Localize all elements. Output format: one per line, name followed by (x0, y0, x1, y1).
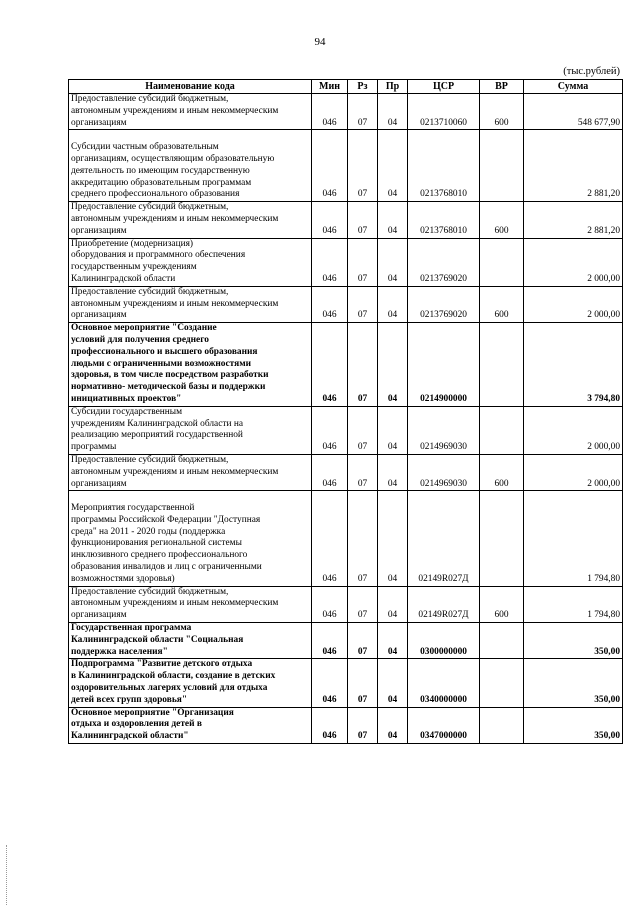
table-row (69, 286, 623, 322)
cell-vr (480, 707, 524, 743)
cell-sum: 1 794,80 (524, 491, 623, 586)
cell-name (69, 130, 312, 202)
table-row (69, 491, 623, 586)
cell-csr: 0213769020 (408, 238, 480, 286)
cell-name (69, 202, 312, 238)
header-sum: Сумма (524, 80, 623, 94)
cell-pr: 04 (378, 94, 408, 130)
cell-pr: 04 (378, 406, 408, 454)
cell-min: 046 (312, 623, 348, 659)
cell-csr: 02149R027Д (408, 491, 480, 586)
cell-pr: 04 (378, 454, 408, 490)
header-vr: ВР (480, 80, 524, 94)
cell-rz: 07 (348, 586, 378, 622)
table-row (69, 238, 623, 286)
cell-pr: 04 (378, 238, 408, 286)
cell-min: 046 (312, 454, 348, 490)
table-row (69, 659, 623, 707)
cell-rz: 07 (348, 659, 378, 707)
cell-min: 046 (312, 491, 348, 586)
cell-rz: 07 (348, 130, 378, 202)
header-name: Наименование кода (69, 80, 312, 94)
cell-vr (480, 491, 524, 586)
row-name-text: Мероприятия государственной программы Российской Федерации "Доступная среда" на 2011 - 2020 годы (поддержка функционирования региональной системы инклюзивного среднего профессионального образования инвалидов и лиц с ограниченными возможностями здоровья) (71, 503, 262, 584)
cell-name (69, 286, 312, 322)
cell-name (69, 491, 312, 586)
cell-pr: 04 (378, 323, 408, 407)
cell-min: 046 (312, 202, 348, 238)
cell-min: 046 (312, 659, 348, 707)
cell-pr: 04 (378, 659, 408, 707)
cell-csr: 0213768010 (408, 130, 480, 202)
cell-csr: 0347000000 (408, 707, 480, 743)
table-row (69, 586, 623, 622)
cell-sum: 1 794,80 (524, 586, 623, 622)
cell-min: 046 (312, 130, 348, 202)
cell-name (69, 707, 312, 743)
cell-csr: 0213769020 (408, 286, 480, 322)
row-name-text: Предоставление субсидий бюджетным, автономным учреждениям и иным некоммерческим организациям (71, 202, 279, 236)
header-min: Мин (312, 80, 348, 94)
row-name-text: Предоставление субсидий бюджетным, автономным учреждениям и иным некоммерческим организациям (71, 94, 279, 128)
cell-sum: 350,00 (524, 707, 623, 743)
cell-vr: 600 (480, 454, 524, 490)
row-name-text: Государственная программа Калининградской области "Социальная поддержка населения" (71, 623, 244, 657)
table-row (69, 130, 623, 202)
cell-pr: 04 (378, 707, 408, 743)
cell-name (69, 94, 312, 130)
budget-table (68, 79, 623, 744)
cell-min: 046 (312, 94, 348, 130)
cell-vr (480, 659, 524, 707)
cell-sum: 2 000,00 (524, 238, 623, 286)
cell-sum: 2 000,00 (524, 454, 623, 490)
cell-csr: 0214969030 (408, 406, 480, 454)
cell-name (69, 323, 312, 407)
margin-marks (6, 845, 9, 905)
cell-name (69, 586, 312, 622)
cell-rz: 07 (348, 94, 378, 130)
row-name-text: Приобретение (модернизация) оборудования и программного обеспечения государственным учреждениям Калининградской области (71, 238, 246, 284)
cell-name (69, 659, 312, 707)
cell-sum: 2 000,00 (524, 286, 623, 322)
cell-min: 046 (312, 286, 348, 322)
cell-sum: 548 677,90 (524, 94, 623, 130)
cell-vr: 600 (480, 586, 524, 622)
table-body (69, 94, 623, 744)
cell-min: 046 (312, 238, 348, 286)
table-row (69, 707, 623, 743)
cell-pr: 04 (378, 586, 408, 622)
cell-vr (480, 323, 524, 407)
row-name-text: Предоставление субсидий бюджетным, автономным учреждениям и иным некоммерческим организациям (71, 286, 279, 321)
cell-name (69, 238, 312, 286)
cell-sum: 350,00 (524, 623, 623, 659)
row-name-text: Предоставление субсидий бюджетным, автономным учреждениям и иным некоммерческим организациям (71, 586, 279, 621)
cell-rz: 07 (348, 623, 378, 659)
row-name-text: Субсидии государственным учреждениям Калининградской области на реализацию мероприятий государственной программы (71, 406, 244, 453)
cell-min: 046 (312, 586, 348, 622)
cell-min: 046 (312, 707, 348, 743)
table-row (69, 323, 623, 407)
cell-rz: 07 (348, 454, 378, 490)
cell-csr: 0214900000 (408, 323, 480, 407)
cell-pr: 04 (378, 623, 408, 659)
table-row (69, 94, 623, 130)
cell-vr: 600 (480, 286, 524, 322)
cell-sum: 2 000,00 (524, 406, 623, 454)
header-rz: Рз (348, 80, 378, 94)
cell-vr: 600 (480, 94, 524, 130)
table-row (69, 454, 623, 490)
cell-csr: 0300000000 (408, 623, 480, 659)
header-csr: ЦСР (408, 80, 480, 94)
row-name-text: Субсидии частным образовательным организациям, осуществляющим образовательную деятельность по имеющим государственную аккредитацию образовательным программам среднего профессионального образования (71, 142, 275, 200)
cell-vr (480, 238, 524, 286)
cell-rz: 07 (348, 406, 378, 454)
cell-csr: 0213710060 (408, 94, 480, 130)
cell-pr: 04 (378, 491, 408, 586)
cell-rz: 07 (348, 202, 378, 238)
row-name-text: Основное мероприятие "Создание условий для получения среднего профессионального и высшего образования людьми с ограниченными возможностями здоровья, в том числе посредством разработки нормативно- методической базы и поддержки инициативных проектов" (71, 323, 269, 404)
cell-sum: 2 881,20 (524, 130, 623, 202)
cell-csr: 0340000000 (408, 659, 480, 707)
cell-sum: 350,00 (524, 659, 623, 707)
cell-sum: 2 881,20 (524, 202, 623, 238)
cell-sum: 3 794,80 (524, 323, 623, 407)
cell-rz: 07 (348, 238, 378, 286)
cell-rz: 07 (348, 491, 378, 586)
cell-csr: 0214969030 (408, 454, 480, 490)
table-row (69, 623, 623, 659)
table-row (69, 202, 623, 238)
cell-min: 046 (312, 406, 348, 454)
cell-pr: 04 (378, 286, 408, 322)
cell-rz: 07 (348, 286, 378, 322)
cell-name (69, 406, 312, 454)
cell-name (69, 623, 312, 659)
row-name-text: Предоставление субсидий бюджетным, автономным учреждениям и иным некоммерческим организациям (71, 454, 279, 489)
header-pr: Пр (378, 80, 408, 94)
cell-csr: 02149R027Д (408, 586, 480, 622)
cell-rz: 07 (348, 323, 378, 407)
cell-pr: 04 (378, 130, 408, 202)
cell-vr (480, 130, 524, 202)
cell-name (69, 454, 312, 490)
page-number: 94 (314, 36, 326, 48)
cell-vr (480, 623, 524, 659)
cell-csr: 0213768010 (408, 202, 480, 238)
cell-vr (480, 406, 524, 454)
table-row (69, 406, 623, 454)
cell-rz: 07 (348, 707, 378, 743)
row-name-text: Основное мероприятие "Организация отдыха и оздоровления детей в Калининградской области" (71, 707, 234, 742)
cell-vr: 600 (480, 202, 524, 238)
cell-pr: 04 (378, 202, 408, 238)
units-label: (тыс.рублей) (563, 66, 620, 77)
cell-min: 046 (312, 323, 348, 407)
table-header-row (69, 80, 623, 94)
row-name-text: Подпрограмма "Развитие детского отдыха в Калининградской области, создание в детских оздоровительных лагерях условий для отдыха детей всех групп здоровья" (71, 659, 276, 705)
